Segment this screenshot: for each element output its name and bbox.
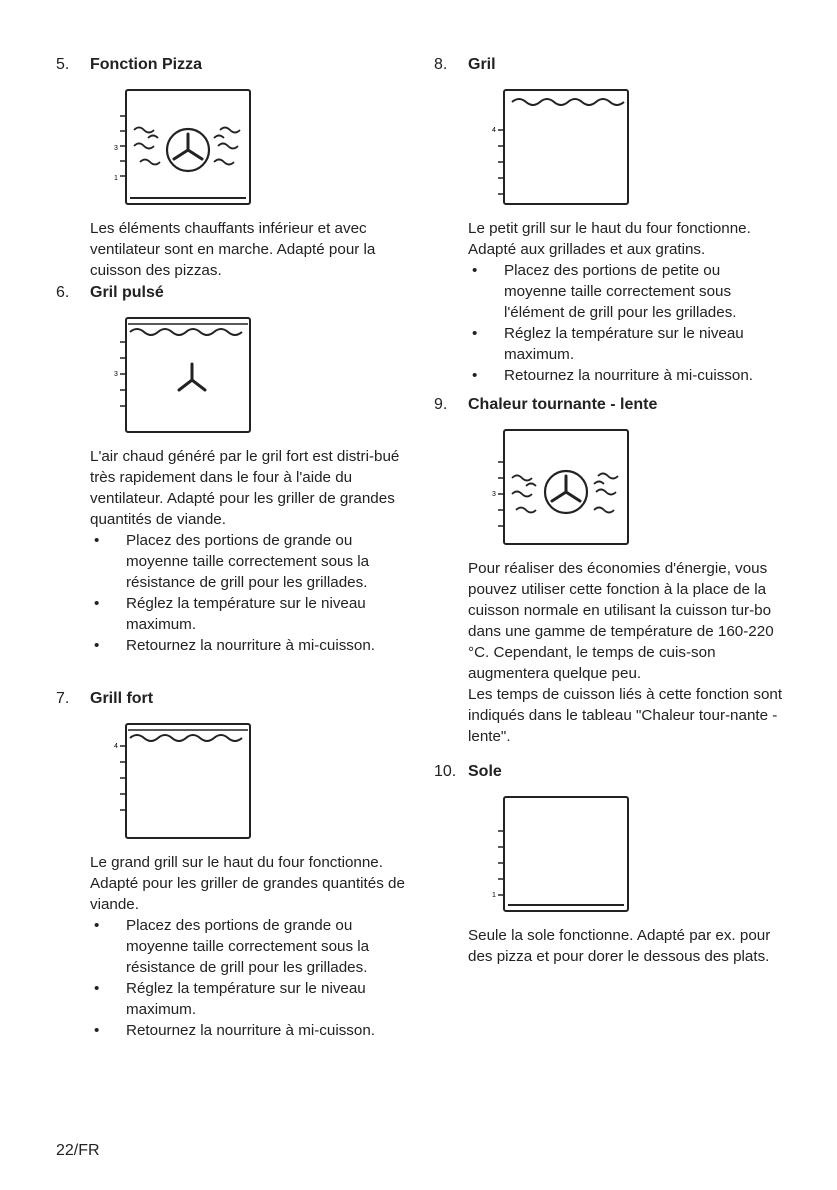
section-description-2: Les temps de cuisson liés à cette fonction sont indiqués dans le tableau "Chaleur tour-nante - lente". [468, 686, 783, 745]
bottom-heat-icon [490, 793, 630, 913]
section-number: 8. [434, 56, 448, 73]
list-item: • Réglez la température sur le niveau maximum. [94, 595, 366, 633]
list-item: • Retournez la nourriture à mi-cuisson. [94, 1022, 376, 1039]
section-description: Pour réaliser des économies d'énergie, vous pouvez utiliser cette fonction à la place de la cuisson normale en utilisant la cuisson tur-bo dans une gamme de température de 160-220 °C. Cependant, le temps de cuis-son augmentera quelque peu. [468, 560, 774, 682]
section-small-grill [434, 56, 786, 396]
section-number: 9. [434, 396, 448, 413]
svg-text:4: 4 [114, 743, 118, 750]
section-heading [56, 690, 408, 716]
svg-text:1: 1 [114, 175, 118, 182]
svg-text:3: 3 [114, 145, 118, 152]
section-slow-fan-heat [434, 396, 786, 763]
list-item: • Réglez la température sur le niveau maximum. [472, 325, 744, 363]
list-item: • Placez des portions de grande ou moyenne taille correctement sous la résistance de grill pour les grillades. [94, 532, 370, 591]
section-description: L'air chaud généré par le gril fort est distri-bué très rapidement dans le four à l'aide du ventilateur. Adapté pour les griller de grandes quantités de viande. [90, 448, 400, 528]
section-number: 6. [56, 284, 70, 301]
slow-fan-heat-icon [490, 426, 630, 546]
bullet-list [90, 530, 408, 656]
svg-text:1: 1 [492, 892, 496, 899]
list-item: • Placez des portions de petite ou moyenne taille correctement sous l'élément de grill pour les grillades. [472, 262, 737, 321]
svg-text:4: 4 [492, 127, 496, 134]
section-heading [434, 763, 786, 789]
section-heading [56, 284, 408, 310]
svg-text:3: 3 [114, 371, 118, 378]
section-number: 7. [56, 690, 70, 707]
section-number: 10. [434, 763, 457, 780]
section-pizza-function [56, 56, 408, 284]
fan-grill-icon [112, 314, 252, 434]
full-grill-icon [112, 720, 252, 840]
section-fan-grill [56, 284, 408, 690]
right-column [434, 56, 786, 967]
section-number: 5. [56, 56, 70, 73]
section-title: Fonction Pizza [90, 56, 202, 73]
section-bottom-heat [434, 763, 786, 967]
pizza-function-icon [112, 86, 252, 206]
section-full-grill [56, 690, 408, 1041]
section-description: Le grand grill sur le haut du four fonctionne. Adapté pour les griller de grandes quantités de viande. [90, 854, 405, 913]
list-item: • Réglez la température sur le niveau maximum. [94, 980, 366, 1018]
section-title: Gril [468, 56, 496, 73]
small-grill-icon [490, 86, 630, 206]
section-title: Grill fort [90, 690, 154, 707]
section-description: Les éléments chauffants inférieur et avec ventilateur sont en marche. Adapté pour la cuisson des pizzas. [90, 220, 376, 279]
bullet-list [468, 260, 786, 386]
list-item: • Retournez la nourriture à mi-cuisson. [94, 637, 376, 654]
left-column [56, 56, 408, 1041]
section-description: Le petit grill sur le haut du four fonctionne. Adapté aux grillades et aux gratins. [468, 220, 751, 258]
svg-text:3: 3 [492, 491, 496, 498]
bullet-list [90, 915, 408, 1041]
list-item: • Retournez la nourriture à mi-cuisson. [472, 367, 754, 384]
section-heading [434, 56, 786, 82]
page-number: 22/FR [56, 1142, 100, 1159]
section-heading [56, 56, 408, 82]
section-description: Seule la sole fonctionne. Adapté par ex. pour des pizza et pour dorer le dessous des plats. [468, 927, 771, 965]
section-title: Gril pulsé [90, 284, 164, 301]
section-title: Chaleur tournante - lente [468, 396, 658, 413]
list-item: • Placez des portions de grande ou moyenne taille correctement sous la résistance de grill pour les grillades. [94, 917, 370, 976]
section-title: Sole [468, 763, 502, 780]
section-heading [434, 396, 786, 422]
